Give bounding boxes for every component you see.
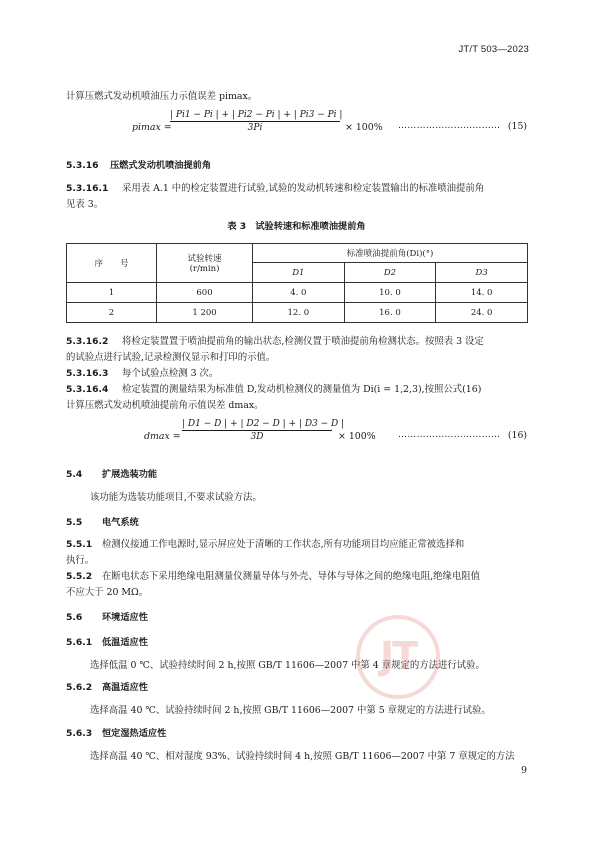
section-5-6-1-heading: 5.6.1 低温适应性 bbox=[66, 637, 148, 648]
table3-cell: 24. 0 bbox=[436, 303, 528, 323]
eq15-denominator: 3Pi bbox=[247, 123, 263, 133]
eq16-numerator: | D1 − D | + | D2 − D | + | D3 − D | bbox=[182, 419, 345, 429]
table3-header-d3: D3 bbox=[436, 263, 528, 283]
table3-cell: 2 bbox=[67, 303, 157, 323]
section-5-6-2-body: 选择高温 40 ℃、试验持续时间 2 h,按照 GB/T 11606—2007 中第 5 章规定的方法进行试验。 bbox=[90, 705, 491, 716]
section-5-3-16-2-num: 5.3.16.2 bbox=[66, 336, 109, 347]
section-5-3-16-2-line1: 5.3.16.2 将检定装置置于喷油提前角的输出状态,检测仪置于喷油提前角检测状态。按照表 3 设定 bbox=[66, 336, 484, 347]
intro-line: 计算压燃式发动机喷油压力示值误差 pimax。 bbox=[66, 91, 258, 102]
table3-cell: 12. 0 bbox=[253, 303, 345, 323]
table3 bbox=[66, 243, 528, 323]
section-5-5-1-num: 5.5.1 bbox=[66, 539, 93, 550]
section-5-3-16-1-num: 5.3.16.1 bbox=[66, 183, 109, 194]
section-5-3-16-heading: 5.3.16 压燃式发动机喷油提前角 bbox=[66, 160, 212, 171]
eq15-factor: × 100% bbox=[345, 122, 383, 133]
section-5-5-1-line2: 执行。 bbox=[66, 555, 95, 566]
page-number: 9 bbox=[520, 765, 527, 776]
section-5-3-16-1-line2: 见表 3。 bbox=[66, 199, 104, 210]
section-5-4-body: 该功能为选装功能项目,不要求试验方法。 bbox=[90, 492, 262, 503]
table3-cell: 1 200 bbox=[157, 303, 253, 323]
section-5-6-3-body: 选择高温 40 ℃、相对湿度 93%、试验持续时间 4 h,按照 GB/T 11606—2007 中第 7 章规定的方法 bbox=[90, 751, 515, 762]
table3-cell: 14. 0 bbox=[436, 283, 528, 303]
section-5-5-1-line1: 5.5.1 检测仪接通工作电源时,显示屏应处于清晰的工作状态,所有功能项目均应能正常被选择和 bbox=[66, 539, 465, 550]
eq15-lhs: pimax = bbox=[132, 122, 172, 133]
section-5-3-16-4-line2: 计算压燃式发动机喷油提前角示值误差 dmax。 bbox=[66, 400, 264, 411]
eq16-fraction bbox=[182, 419, 345, 442]
table3-header-seq: 序 号 bbox=[67, 244, 157, 283]
table3-header-std-angle: 标准喷油提前角(Di)(°) bbox=[253, 244, 528, 263]
eq15-number: (15) bbox=[507, 121, 527, 132]
table3-cell: 600 bbox=[157, 283, 253, 303]
eq16-factor: × 100% bbox=[338, 431, 376, 442]
eq15-fraction-bar bbox=[170, 121, 340, 122]
table3-header-d1: D1 bbox=[253, 263, 345, 283]
table3-header-d2: D2 bbox=[344, 263, 436, 283]
eq15-numerator: | Pi1 − Pi | + | Pi2 − Pi | + | Pi3 − Pi | bbox=[170, 110, 343, 120]
section-5-3-16-1-line1: 5.3.16.1 采用表 A.1 中的检定装置进行试验,试验的发动机转速和检定装置输出的标准喷油提前角 bbox=[66, 183, 485, 194]
section-5-5-heading: 5.5 电气系统 bbox=[66, 517, 139, 528]
section-5-6-1-body: 选择低温 0 ℃、试验持续时间 2 h,按照 GB/T 11606—2007 中第 4 章规定的方法进行试验。 bbox=[90, 660, 485, 671]
standard-code: JT/T 503—2023 bbox=[458, 44, 529, 55]
table-row bbox=[67, 303, 528, 323]
eq16-number: (16) bbox=[507, 430, 527, 441]
section-5-5-2-line1: 5.5.2 在断电状态下采用绝缘电阻测量仪测量导体与外壳、导体与导体之间的绝缘电阻,绝缘电阻值 bbox=[66, 571, 480, 582]
eq16-fraction-bar bbox=[182, 430, 332, 431]
jt-watermark-text: JT bbox=[379, 634, 417, 678]
jt-watermark-stamp bbox=[356, 615, 440, 699]
section-5-3-16-4-line1: 5.3.16.4 检定装置的测量结果为标准值 D,发动机检测仪的测量值为 Di(i = 1,2,3),按照公式(16) bbox=[66, 384, 482, 395]
table3-cell: 4. 0 bbox=[253, 283, 345, 303]
table3-header-speed: 试验转速 (r/min) bbox=[157, 244, 253, 283]
table3-cell: 10. 0 bbox=[344, 283, 436, 303]
section-5-5-2-num: 5.5.2 bbox=[66, 571, 93, 582]
eq16-dots: …………………………… bbox=[398, 430, 501, 440]
section-5-4-heading: 5.4 扩展选装功能 bbox=[66, 469, 158, 480]
table-row bbox=[67, 283, 528, 303]
eq16-denominator: 3D bbox=[250, 432, 264, 442]
eq15-fraction bbox=[170, 110, 343, 133]
section-5-6-heading: 5.6 环境适应性 bbox=[66, 612, 148, 623]
section-5-3-16-3: 5.3.16.3 每个试验点检测 3 次。 bbox=[66, 368, 219, 379]
section-5-6-2-heading: 5.6.2 高温适应性 bbox=[66, 682, 148, 693]
section-5-6-3-heading: 5.6.3 恒定湿热适应性 bbox=[66, 728, 167, 739]
table3-cell: 1 bbox=[67, 283, 157, 303]
table3-title: 表 3 试验转速和标准喷油提前角 bbox=[227, 221, 366, 232]
section-5-5-2-line2: 不应大于 20 MΩ。 bbox=[66, 587, 149, 598]
section-5-3-16-2-line2: 的试验点进行试验,记录检测仪显示和打印的示值。 bbox=[66, 352, 276, 363]
eq15-dots: …………………………… bbox=[398, 121, 501, 131]
section-5-3-16-4-num: 5.3.16.4 bbox=[66, 384, 109, 395]
table3-cell: 16. 0 bbox=[344, 303, 436, 323]
eq16-lhs: dmax = bbox=[144, 431, 181, 442]
section-5-3-16-3-num: 5.3.16.3 bbox=[66, 368, 109, 379]
